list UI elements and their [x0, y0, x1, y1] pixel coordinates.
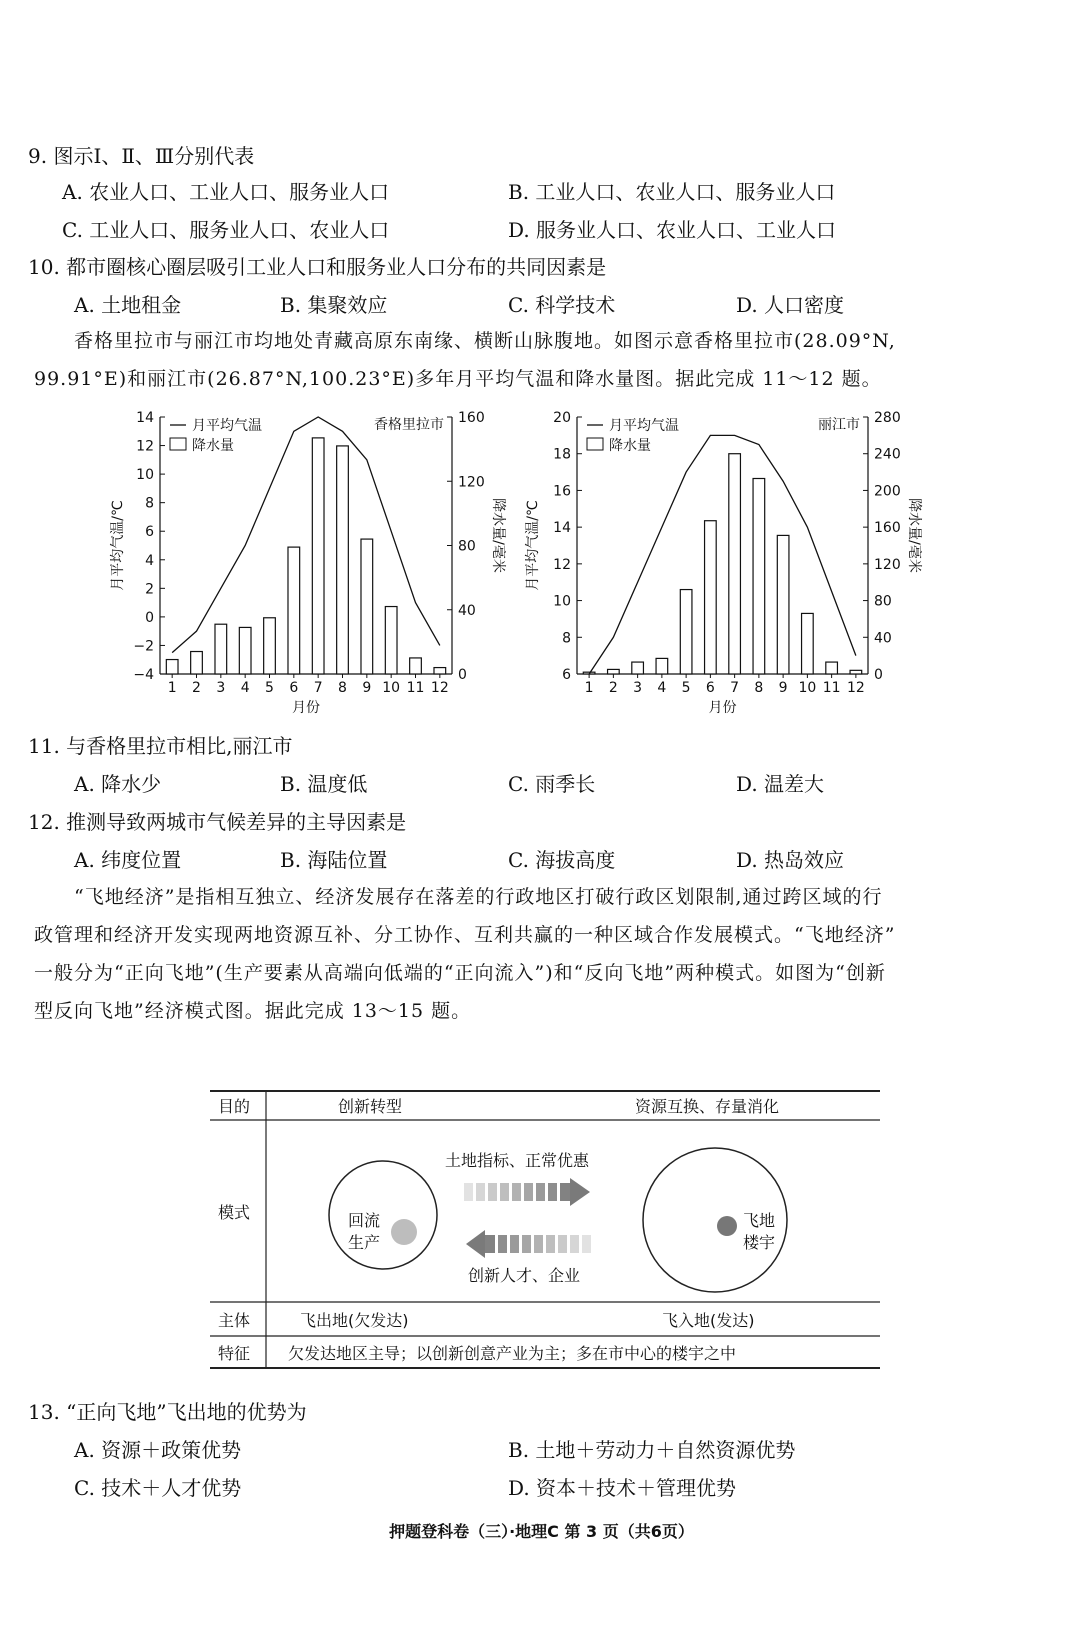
left-tick-label: 14 — [553, 520, 571, 537]
legend-temperature-label: 月平均气温 — [192, 418, 262, 434]
q13-option-c[interactable]: C. 技术＋人才优势 — [74, 1476, 242, 1500]
right-tick-label: 0 — [458, 667, 467, 683]
right-tick-label: 160 — [458, 410, 485, 426]
return-production-label-1: 回流 — [348, 1211, 381, 1230]
x-axis-title: 月份 — [708, 700, 737, 716]
left-tick-label: 10 — [553, 593, 571, 610]
precipitation-bar — [312, 438, 324, 674]
x-tick-label: 5 — [681, 680, 691, 696]
q12-option-c[interactable]: C. 海拔高度 — [508, 848, 616, 872]
shangrila-climate-chart — [100, 402, 506, 720]
precipitation-bar — [608, 669, 620, 674]
right-tick-label: 240 — [874, 446, 901, 463]
legend-precipitation-label: 降水量 — [609, 438, 651, 454]
chart-title: 香格里拉市 — [374, 417, 444, 433]
q12-option-b[interactable]: B. 海陆位置 — [280, 848, 388, 872]
left-tick-label: 6 — [145, 524, 154, 541]
x-tick-label: 6 — [705, 680, 715, 696]
question-11-stem: 11. 与香格里拉市相比,丽江市 — [28, 734, 293, 758]
q11-option-b[interactable]: B. 温度低 — [280, 772, 368, 796]
q9-option-d[interactable]: D. 服务业人口、农业人口、工业人口 — [508, 218, 837, 242]
left-tick-label: 0 — [145, 609, 154, 626]
left-tick-label: −2 — [133, 638, 154, 655]
question-13-stem: 13. “正向飞地”飞出地的优势为 — [28, 1400, 307, 1424]
left-tick-label: 10 — [136, 467, 154, 484]
precipitation-bar — [802, 613, 814, 674]
x-tick-label: 9 — [362, 680, 372, 696]
left-axis-title: 月平均气温/℃ — [525, 500, 541, 591]
question-12-stem: 12. 推测导致两城市气候差异的主导因素是 — [28, 810, 407, 834]
x-tick-label: 9 — [778, 680, 788, 696]
x-tick-label: 5 — [265, 680, 274, 696]
left-tick-label: 6 — [562, 667, 571, 683]
enclave-building-label-2: 楼宇 — [743, 1233, 776, 1252]
right-tick-label: 0 — [874, 667, 883, 683]
q13-option-a[interactable]: A. 资源＋政策优势 — [74, 1438, 242, 1462]
x-tick-label: 12 — [430, 680, 449, 696]
left-tick-label: 4 — [145, 552, 154, 569]
q9-option-a[interactable]: A. 农业人口、工业人口、服务业人口 — [62, 180, 390, 204]
purpose-left: 创新转型 — [338, 1097, 403, 1116]
precipitation-bar — [288, 547, 300, 674]
temperature-line — [589, 435, 856, 674]
q12-option-d[interactable]: D. 热岛效应 — [736, 848, 845, 872]
x-tick-label: 7 — [730, 680, 740, 696]
arrow-left-gradient — [466, 1230, 591, 1258]
left-tick-label: 18 — [553, 446, 571, 463]
legend-temperature-label: 月平均气温 — [609, 418, 679, 434]
precipitation-bar — [215, 624, 227, 674]
q10-option-a[interactable]: A. 土地租金 — [74, 293, 182, 317]
precipitation-bar — [777, 535, 789, 674]
q10-option-c[interactable]: C. 科学技术 — [508, 293, 616, 317]
x-tick-label: 8 — [754, 680, 764, 696]
enclave-building-label-1: 飞地 — [743, 1211, 776, 1230]
x-tick-label: 7 — [313, 680, 323, 696]
x-tick-label: 8 — [338, 680, 347, 696]
precipitation-bar — [656, 658, 668, 674]
legend-precipitation-label: 降水量 — [192, 438, 234, 454]
x-tick-label: 1 — [584, 680, 594, 696]
precipitation-bar — [753, 478, 765, 674]
feature-text: 欠发达地区主导；以创新创意产业为主；多在市中心的楼宇之中 — [288, 1344, 737, 1363]
return-production-label-2: 生产 — [348, 1233, 381, 1252]
x-tick-label: 3 — [216, 680, 226, 696]
q11-option-c[interactable]: C. 雨季长 — [508, 772, 596, 796]
precipitation-bar — [434, 668, 446, 674]
x-tick-label: 6 — [289, 680, 299, 696]
x-tick-label: 4 — [657, 680, 667, 696]
left-tick-label: 14 — [136, 410, 154, 426]
precipitation-bar — [385, 607, 397, 674]
right-tick-label: 40 — [874, 630, 892, 647]
right-tick-label: 160 — [874, 520, 901, 537]
x-tick-label: 2 — [608, 680, 618, 696]
row-subject-label: 主体 — [218, 1311, 251, 1330]
subject-left: 飞出地(欠发达) — [300, 1311, 409, 1330]
page-footer: 押题登科卷（三）·地理C 第 3 页（共6页） — [389, 1522, 694, 1541]
arrow-bottom-label: 创新人才、企业 — [468, 1266, 581, 1285]
row-purpose-label: 目的 — [218, 1097, 251, 1116]
x-tick-label: 10 — [382, 680, 401, 696]
precipitation-bar — [239, 627, 251, 674]
right-tick-label: 120 — [458, 474, 485, 491]
precipitation-bar — [410, 658, 422, 674]
left-tick-label: 12 — [553, 556, 571, 573]
left-axis-title: 月平均气温/℃ — [110, 500, 126, 591]
enclave-building-dot — [717, 1216, 737, 1236]
purpose-right: 资源互换、存量消化 — [635, 1097, 780, 1116]
precipitation-bar — [680, 590, 692, 674]
precipitation-bar — [166, 660, 178, 674]
q9-option-c[interactable]: C. 工业人口、服务业人口、农业人口 — [62, 218, 390, 242]
left-tick-label: 8 — [562, 630, 571, 647]
precipitation-bar — [337, 446, 349, 674]
x-tick-label: 11 — [406, 680, 425, 696]
precipitation-bar — [361, 539, 373, 674]
q13-option-b[interactable]: B. 土地＋劳动力＋自然资源优势 — [508, 1438, 796, 1462]
q12-option-a[interactable]: A. 纬度位置 — [74, 848, 182, 872]
x-axis-title: 月份 — [292, 700, 320, 716]
row-feature-label: 特征 — [218, 1344, 251, 1363]
x-tick-label: 12 — [846, 680, 865, 696]
return-production-dot — [391, 1219, 417, 1245]
q11-option-d[interactable]: D. 温差大 — [736, 772, 825, 796]
legend-bar-swatch — [587, 438, 603, 450]
left-tick-label: 8 — [145, 495, 154, 512]
right-tick-label: 80 — [458, 538, 476, 555]
right-tick-label: 280 — [874, 410, 901, 426]
q11-option-a[interactable]: A. 降水少 — [74, 772, 162, 796]
left-tick-label: 20 — [553, 410, 571, 426]
left-tick-label: 2 — [145, 581, 154, 598]
legend-bar-swatch — [170, 438, 186, 450]
x-tick-label: 3 — [633, 680, 643, 696]
x-tick-label: 2 — [192, 680, 201, 696]
q10-option-d[interactable]: D. 人口密度 — [736, 293, 845, 317]
precipitation-bar — [729, 454, 741, 674]
arrow-top-label: 土地指标、正常优惠 — [445, 1151, 590, 1170]
right-axis-title: 降水量/毫米 — [490, 498, 506, 573]
x-tick-label: 1 — [167, 680, 177, 696]
left-tick-label: 12 — [136, 438, 154, 455]
precipitation-bar — [705, 521, 717, 674]
q13-option-d[interactable]: D. 资本＋技术＋管理优势 — [508, 1476, 737, 1500]
question-9-stem: 9. 图示Ⅰ、Ⅱ、Ⅲ分别代表 — [28, 144, 255, 168]
intro-13-15 — [34, 878, 1054, 1030]
outflow-region-circle — [329, 1161, 437, 1269]
precipitation-bar — [191, 652, 203, 674]
precipitation-bar — [632, 662, 644, 674]
right-axis-title: 降水量/毫米 — [906, 498, 922, 573]
x-tick-label: 11 — [822, 680, 841, 696]
precipitation-bar — [850, 670, 862, 674]
q10-option-b[interactable]: B. 集聚效应 — [280, 293, 388, 317]
precipitation-bar — [826, 662, 838, 674]
chart-title: 丽江市 — [818, 417, 860, 433]
intro-11-line-2: 99.91°E)和丽江市(26.87°N,100.23°E)多年月平均气温和降水量图。据此完成 11～12 题。 — [34, 368, 882, 390]
row-mode-label: 模式 — [218, 1203, 251, 1222]
right-tick-label: 80 — [874, 593, 892, 610]
left-tick-label: −4 — [133, 667, 154, 683]
right-tick-label: 120 — [874, 556, 901, 573]
q9-option-b[interactable]: B. 工业人口、农业人口、服务业人口 — [508, 180, 836, 204]
arrow-right-gradient — [464, 1178, 590, 1206]
intro-13-line-2: 政管理和经济开发实现两地资源互补、分工协作、互利共赢的一种区域合作发展模式。“飞地经济” — [34, 924, 896, 946]
right-tick-label: 200 — [874, 483, 901, 500]
intro-13-line-3: 一般分为“正向飞地”(生产要素从高端向低端的“正向流入”)和“反向飞地”两种模式。如图为“创新 — [34, 962, 886, 984]
right-tick-label: 40 — [458, 602, 476, 619]
question-10-stem: 10. 都市圈核心圈层吸引工业人口和服务业人口分布的共同因素是 — [28, 255, 607, 279]
enclave-model-diagram — [210, 1090, 880, 1386]
intro-11-line-1: 香格里拉市与丽江市均地处青藏高原东南缘、横断山脉腹地。如图示意香格里拉市(28.09°N, — [74, 330, 896, 352]
precipitation-bar — [264, 618, 276, 674]
x-tick-label: 10 — [798, 680, 817, 696]
left-tick-label: 16 — [553, 483, 571, 500]
intro-13-line-4: 型反向飞地”经济模式图。据此完成 13～15 题。 — [34, 1000, 472, 1022]
x-tick-label: 4 — [240, 680, 250, 696]
intro-13-line-1: “飞地经济”是指相互独立、经济发展存在落差的行政地区打破行政区划限制,通过跨区域的行 — [74, 886, 883, 908]
subject-right: 飞入地(发达) — [662, 1311, 755, 1330]
intro-11-12 — [34, 322, 1054, 398]
lijiang-climate-chart — [515, 402, 940, 720]
